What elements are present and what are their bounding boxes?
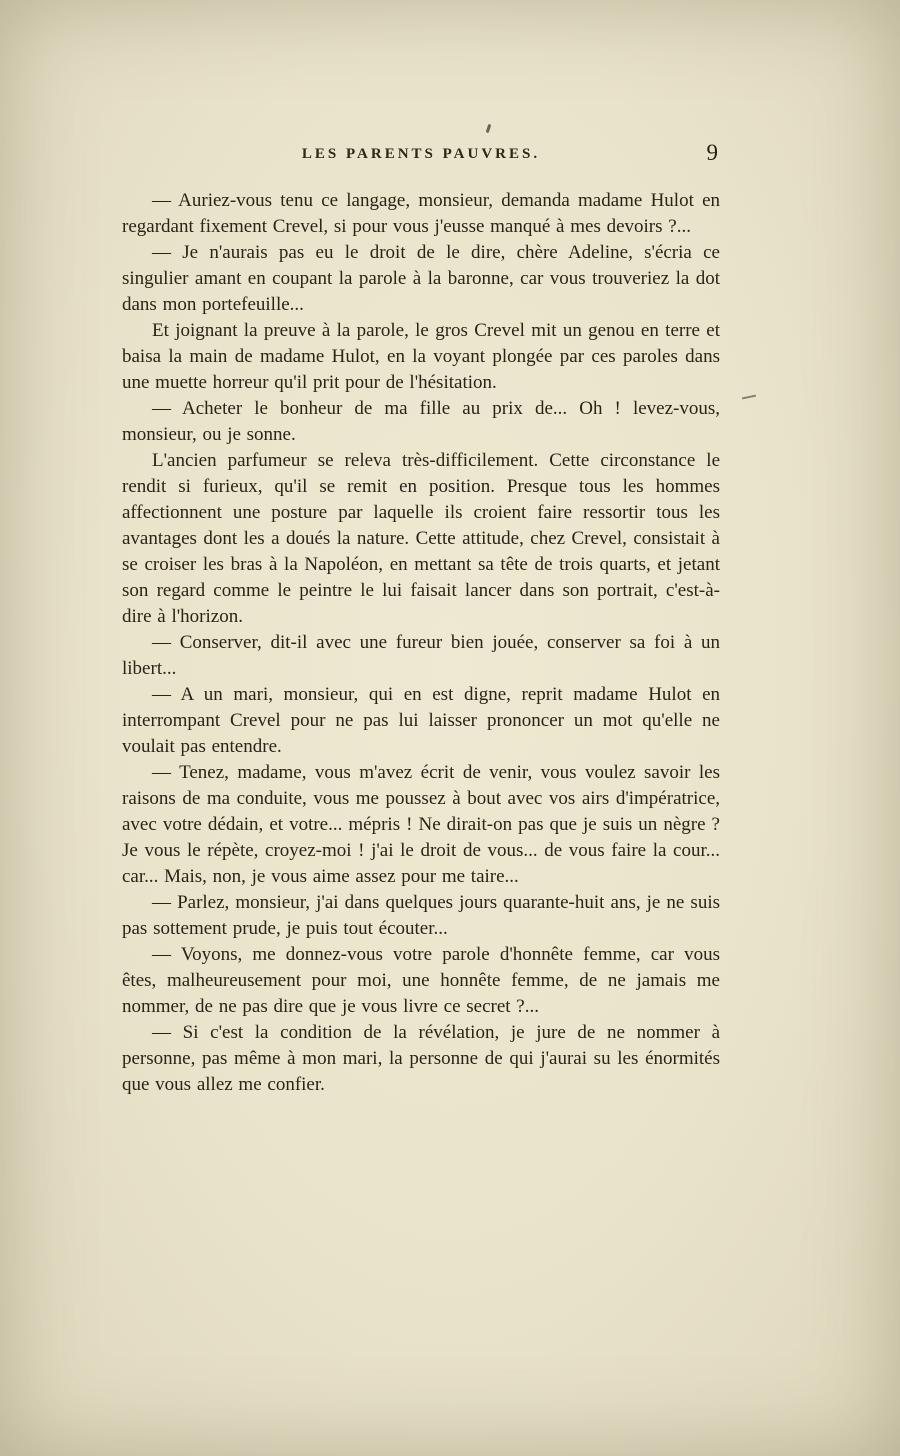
page-number: 9	[706, 140, 718, 165]
paragraph: L'ancien parfumeur se releva très-difficilement. Cette circonstance le rendit si furieux, qu'il se remit en position. Presque tous les hommes affectionnent une posture par laquelle ils croient faire ressortir tous les avantages dont les a doués la nature. Cette attitude, chez Crevel, consistait à se croiser les bras à la Napoléon, en mettant sa tête de trois quarts, et jetant son regard comme le peintre le lui faisait lancer dans son portrait, c'est-à-dire à l'horizon.	[122, 450, 720, 627]
paragraph: — Auriez-vous tenu ce langage, monsieur, demanda madame Hulot en regardant fixement Crevel, si pour vous j'eusse manqué à mes devoirs ?...	[122, 190, 720, 237]
body-text	[122, 188, 720, 1098]
paragraph: — Si c'est la condition de la révélation, je jure de ne nommer à personne, pas même à mon mari, la personne de qui j'aurai su les énormités que vous allez me confier.	[122, 1022, 720, 1095]
scan-artifact-dash	[742, 395, 756, 400]
paragraph: — Tenez, madame, vous m'avez écrit de venir, vous voulez savoir les raisons de ma conduite, vous me poussez à bout avec vos airs d'impératrice, avec votre dédain, et votre... mépris ! Ne dirait-on pas que je suis un nègre ? Je vous le répète, croyez-moi ! j'ai le droit de vous... de vous faire la cour... car... Mais, non, je vous aime assez pour me taire...	[122, 762, 720, 887]
running-title: LES PARENTS PAUVRES.	[301, 146, 541, 162]
paragraph: — Je n'aurais pas eu le droit de le dire, chère Adeline, s'écria ce singulier amant en coupant la parole à la baronne, car vous trouveriez la dot dans mon portefeuille...	[122, 242, 720, 315]
running-head	[122, 140, 720, 174]
paragraph: — Acheter le bonheur de ma fille au prix de... Oh ! levez-vous, monsieur, ou je sonne.	[122, 398, 720, 445]
text-block	[122, 140, 720, 1098]
paragraph: — Voyons, me donnez-vous votre parole d'honnête femme, car vous êtes, malheureusement pour moi, une honnête femme, de ne jamais me nommer, de ne pas dire que je vous livre ce secret ?...	[122, 944, 720, 1017]
paragraph: — A un mari, monsieur, qui en est digne, reprit madame Hulot en interrompant Crevel pour ne pas lui laisser prononcer un mot qu'elle ne voulait pas entendre.	[122, 684, 720, 757]
paragraph: — Parlez, monsieur, j'ai dans quelques jours quarante-huit ans, je ne suis pas sottement prude, je puis tout écouter...	[122, 892, 720, 939]
scan-artifact-tick	[486, 124, 492, 133]
paragraph: — Conserver, dit-il avec une fureur bien jouée, conserver sa foi à un libert...	[122, 632, 720, 679]
paragraph: Et joignant la preuve à la parole, le gros Crevel mit un genou en terre et baisa la main de madame Hulot, en la voyant plongée par ces paroles dans une muette horreur qu'il prit pour de l'hésitation.	[122, 320, 720, 393]
